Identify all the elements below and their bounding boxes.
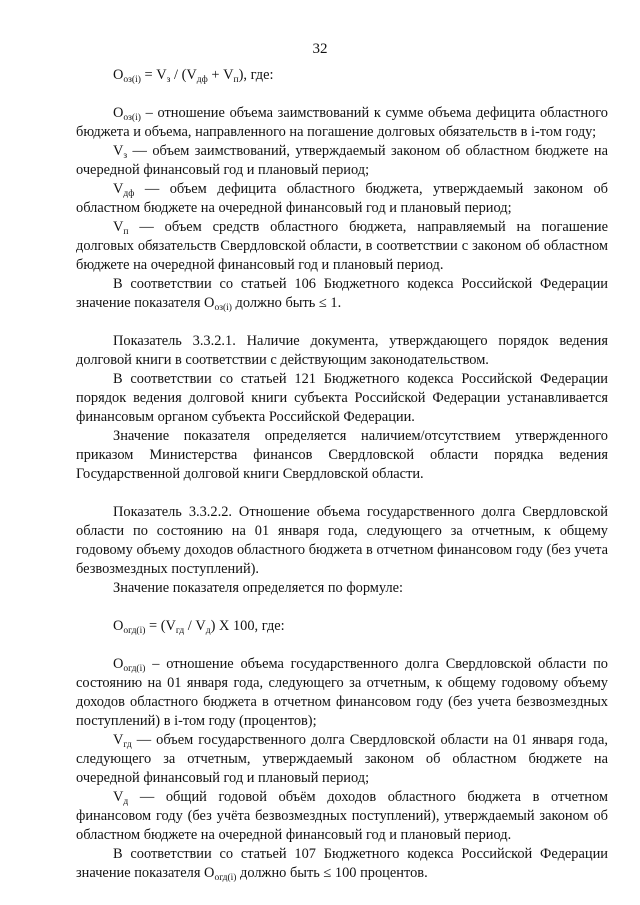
definition-vdf: $V_{дф}$ — объем дефицита областного бюджета, утверждаемый законом об областном бюджете на очередной финансовый год и плановый период;: [76, 181, 608, 216]
indicator-3-3-2-2: Показатель 3.3.2.2. Отношение объема государственного долга Свердловской области по состоянию на 01 января года, следующего за отчетным, к общему годовому объему доходов областного бюджета в отчетном финансовом году (без учета безвозмездных поступлений).: [76, 504, 608, 577]
definition-ogd: $О_{огд(i)}$ – отношение объема государственного долга Свердловской области по состоянию на 01 января года, следующего за отчетным, к общему годовому объему доходов областного бюджета в отчетном финансовом году (без учета безвозмездных поступлений) в i-том году (процентов);: [76, 656, 608, 729]
definition-vgd: $V_{гд}$ — объем государственного долга Свердловской области на 01 января года, следующего за отчетным, утверждаемый законом об областном бюджете на очередной финансовый год и плановый период;: [76, 732, 608, 786]
formula-ogd: $О_{огд(i)} = (V_{гд} / V_д)$ X 100, где:: [113, 618, 285, 636]
definition-ooz: $О_{оз(i)}$ – отношение объема заимствований к сумме объема дефицита областного бюджета и объема, направленного на погашение долговых обязательств в i-том году;: [76, 105, 608, 140]
indicator-3-3-2-1: Показатель 3.3.2.1. Наличие документа, утверждающего порядок ведения долговой книги в соответствии с действующим законодательством.: [76, 333, 608, 368]
formula-intro: Значение показателя определяется по формуле:: [113, 580, 404, 596]
law-article-121: В соответствии со статьей 121 Бюджетного кодекса Российской Федерации порядок ведения долговой книги субъекта Российской Федерации устанавливается финансовым органом субъекта Российской Федерации.: [76, 371, 608, 425]
definition-vz: $V_з$ — объем заимствований, утверждаемый законом об областном бюджете на очередной финансовый год и плановый период;: [76, 143, 608, 178]
law-article-107: В соответствии со статьей 107 Бюджетного кодекса Российской Федерации значение показателя $О_{огд(i)}$ должно быть ≤ 100 процентов.: [76, 846, 608, 883]
formula-ooz: $О_{оз(i)} = V_з / (V_{дф} + V_п)$, где:: [113, 67, 274, 85]
definition-vp: $V_п$ — объем средств областного бюджета, направляемый на погашение долговых обязательств Свердловской области, в соответствии с законом об областном бюджете на очередной финансовый год и плановый период.: [76, 219, 608, 273]
document-body: [76, 66, 608, 883]
indicator-value-3-3-2-1: Значение показателя определяется наличием/отсутствием утвержденного приказом Министерства финансов Свердловской области порядка ведения Государственной долговой книги Свердловской области.: [76, 428, 608, 482]
definition-vd: $V_д$ — общий годовой объём доходов областного бюджета в отчетном финансовом году (без учёта безвозмездных поступлений), утверждаемый законом об областном бюджете на очередной финансовый год и плановый период.: [76, 789, 608, 843]
page-number: 32: [312, 41, 328, 57]
law-article-106: В соответствии со статьей 106 Бюджетного кодекса Российской Федерации значение показателя $О_{оз(i)}$ должно быть ≤ 1.: [76, 276, 608, 313]
